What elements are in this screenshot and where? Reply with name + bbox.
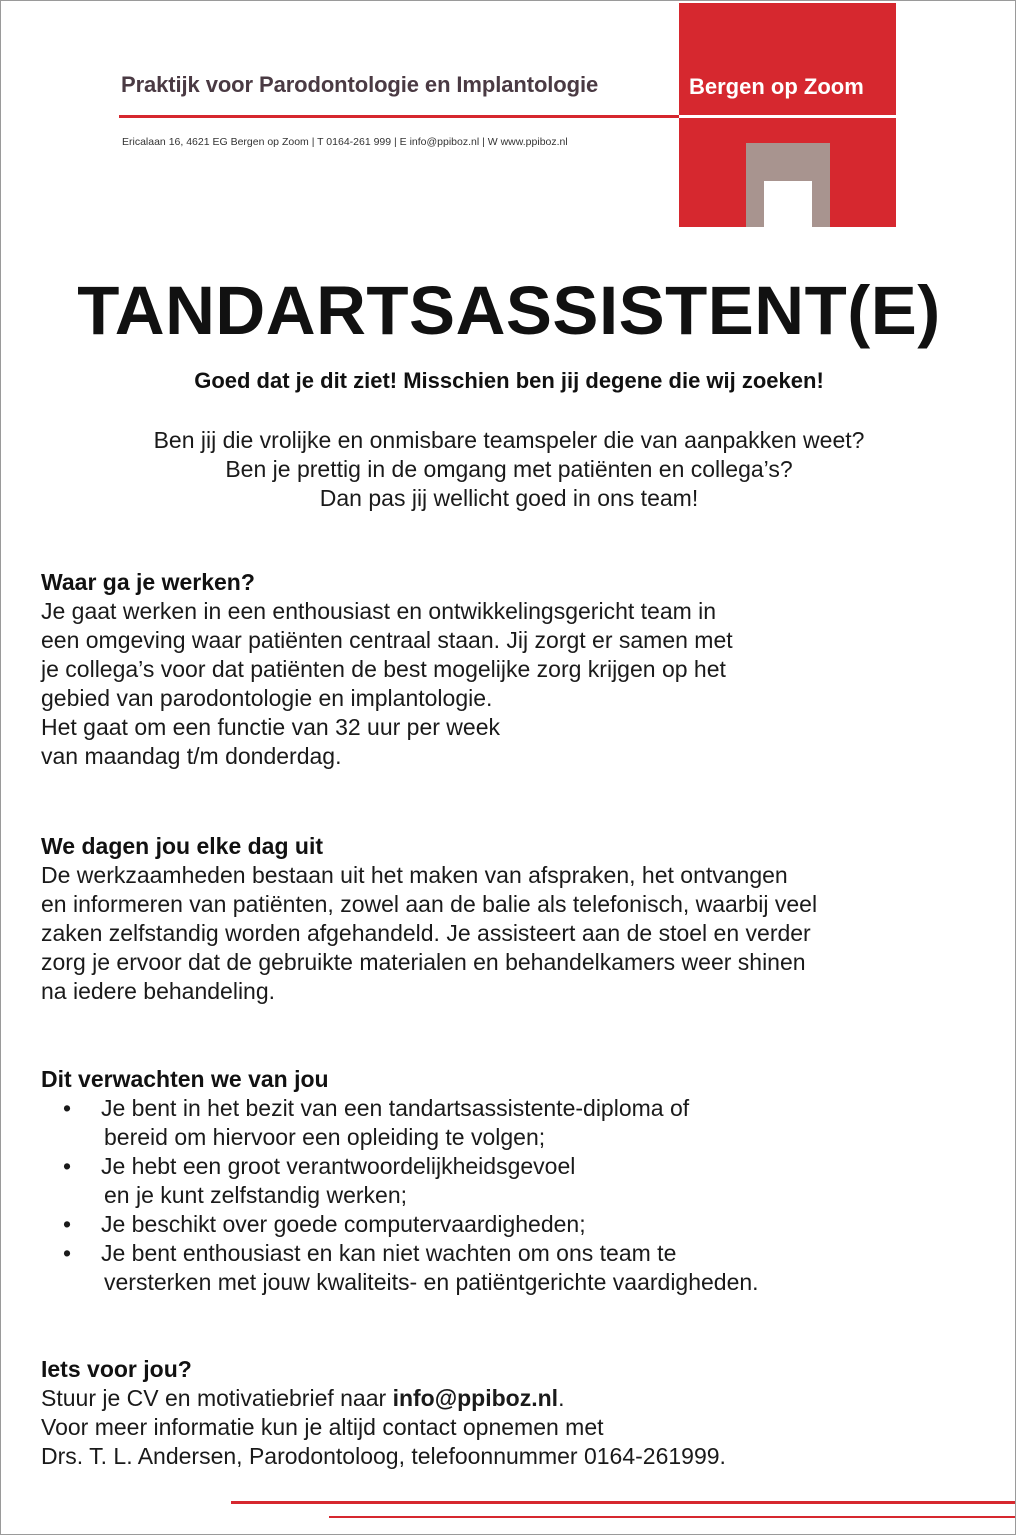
- intro-text: [1, 426, 1016, 513]
- list-item: [41, 1094, 991, 1152]
- section-heading: We dagen jou elke dag uit: [41, 833, 324, 859]
- header-rule: [119, 115, 679, 118]
- section-challenge: [41, 832, 991, 1006]
- requirements-list: [41, 1094, 991, 1297]
- section-contact: [41, 1355, 991, 1471]
- section-expect: [41, 1065, 991, 1297]
- section-heading: Iets voor jou?: [41, 1356, 192, 1382]
- list-item-line: bereid om hiervoor een opleiding te volgen;: [104, 1124, 546, 1150]
- paragraph-line: na iedere behandeling.: [41, 978, 276, 1004]
- intro-line: Ben jij die vrolijke en onmisbare teamspeler die van aanpakken weet?: [153, 427, 865, 453]
- page-title: TANDARTSASSISTENT(E): [77, 272, 941, 349]
- paragraph-line: Drs. T. L. Andersen, Parodontoloog, telefoonnummer 0164-261999.: [41, 1443, 726, 1469]
- list-item-line: versterken met jouw kwaliteits- en patiëntgerichte vaardigheden.: [104, 1269, 759, 1295]
- section-heading: Dit verwachten we van jou: [41, 1066, 329, 1092]
- paragraph-line: [41, 1384, 991, 1413]
- send-suffix: .: [558, 1385, 565, 1411]
- bullet-icon: •: [63, 1153, 72, 1179]
- bullet-icon: •: [63, 1211, 72, 1237]
- send-text: Stuur je CV en motivatiebrief naar: [41, 1385, 393, 1411]
- paragraph-line: Je gaat werken in een enthousiast en ontwikkelingsgericht team in: [41, 598, 717, 624]
- bullet-icon: •: [63, 1240, 72, 1266]
- list-item-line: Je hebt een groot verantwoordelijkheidsgevoel: [101, 1153, 576, 1179]
- bullet-icon: •: [63, 1095, 72, 1121]
- list-item-line: Je bent in het bezit van een tandartsassistente-diploma of: [101, 1095, 690, 1121]
- paragraph-line: en informeren van patiënten, zowel aan de balie als telefonisch, waarbij veel: [41, 891, 818, 917]
- list-item-line: Je beschikt over goede computervaardigheden;: [101, 1211, 586, 1237]
- list-item: [41, 1239, 991, 1297]
- list-item: [41, 1210, 991, 1239]
- list-item-line: Je bent enthousiast en kan niet wachten om ons team te: [101, 1240, 677, 1266]
- footer-rule: [329, 1516, 1015, 1518]
- intro-line: Dan pas jij wellicht goed in ons team!: [319, 485, 699, 511]
- section-heading: Waar ga je werken?: [41, 569, 255, 595]
- logo-city-name: Bergen op Zoom: [689, 74, 864, 99]
- list-item-line: en je kunt zelfstandig werken;: [104, 1182, 408, 1208]
- contact-line: Ericalaan 16, 4621 EG Bergen op Zoom | T 0164-261 999 | E info@ppiboz.nl | W www.ppiboz.nl: [122, 136, 568, 148]
- logo-arch-opening: [764, 181, 812, 227]
- paragraph-line: zorg je ervoor dat de gebruikte materialen en behandelkamers weer shinen: [41, 949, 806, 975]
- paragraph-line: De werkzaamheden bestaan uit het maken van afspraken, het ontvangen: [41, 862, 788, 888]
- paragraph-line: een omgeving waar patiënten centraal staan. Jij zorgt er samen met: [41, 627, 733, 653]
- footer-rule: [231, 1501, 1015, 1504]
- paragraph-line: je collega’s voor dat patiënten de best mogelijke zorg krijgen op het: [41, 656, 726, 682]
- paragraph-line: Voor meer informatie kun je altijd contact opnemen met: [41, 1414, 604, 1440]
- section-work: [41, 568, 991, 771]
- tagline: Goed dat je dit ziet! Misschien ben jij degene die wij zoeken!: [194, 368, 824, 393]
- email-link[interactable]: info@ppiboz.nl: [392, 1385, 559, 1411]
- list-item: [41, 1152, 991, 1210]
- practice-name: Praktijk voor Parodontologie en Implantologie: [121, 72, 599, 97]
- intro-line: Ben je prettig in de omgang met patiënten en collega’s?: [225, 456, 793, 482]
- paragraph-line: zaken zelfstandig worden afgehandeld. Je assisteert aan de stoel en verder: [41, 920, 811, 946]
- paragraph-line: Het gaat om een functie van 32 uur per week: [41, 714, 501, 740]
- logo-rule: [679, 115, 896, 118]
- paragraph-line: gebied van parodontologie en implantologie.: [41, 685, 493, 711]
- paragraph-line: van maandag t/m donderdag.: [41, 743, 342, 769]
